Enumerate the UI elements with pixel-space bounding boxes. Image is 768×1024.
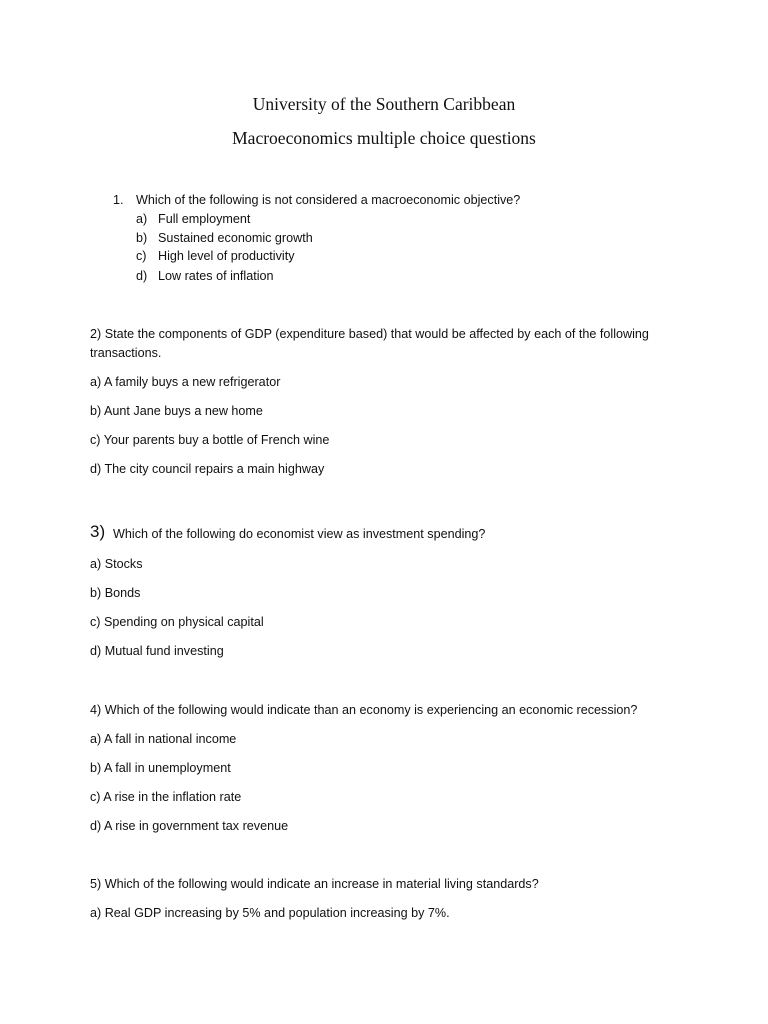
question-3-option-b: b) Bonds [90,586,141,600]
question-4-option-c: c) A rise in the inflation rate [90,790,242,804]
question-2-option-b: b) Aunt Jane buys a new home [90,404,263,418]
question-2-option-d: d) The city council repairs a main highway [90,462,325,476]
question-1-option-a-letter: a) [136,212,148,226]
question-3-option-a: a) Stocks [90,557,143,571]
question-1-number: 1. [113,193,124,207]
question-2-text-line-1: 2) State the components of GDP (expenditure based) that would be affected by each of the following [90,327,649,341]
question-1-option-c-letter: c) [136,249,147,263]
question-3-option-c: c) Spending on physical capital [90,615,264,629]
question-5-text: 5) Which of the following would indicate an increase in material living standards? [90,877,539,891]
question-3-text: Which of the following do economist view as investment spending? [113,527,486,541]
question-2-option-a: a) A family buys a new refrigerator [90,375,281,389]
question-3-option-d: d) Mutual fund investing [90,644,224,658]
question-2-option-c: c) Your parents buy a bottle of French wine [90,433,330,447]
question-1-option-b-text: Sustained economic growth [158,231,313,245]
question-1-option-b-letter: b) [136,231,148,245]
question-1-option-d-letter: d) [136,269,148,283]
university-title: University of the Southern Caribbean [252,94,516,114]
question-1-text: Which of the following is not considered a macroeconomic objective? [136,193,521,207]
question-1-option-c-text: High level of productivity [158,249,295,263]
question-4-text: 4) Which of the following would indicate than an economy is experiencing an economic recession? [90,703,638,717]
question-4-option-b: b) A fall in unemployment [90,761,231,775]
question-2-text-line-2: transactions. [90,346,162,360]
document-subtitle: Macroeconomics multiple choice questions [232,128,536,148]
question-4-option-d: d) A rise in government tax revenue [90,819,289,833]
question-4-option-a: a) A fall in national income [90,732,237,746]
question-5-option-a: a) Real GDP increasing by 5% and population increasing by 7%. [90,906,450,920]
question-1-option-d-text: Low rates of inflation [158,269,274,283]
question-1-option-a-text: Full employment [158,212,251,226]
question-3-number: 3) [90,522,106,541]
